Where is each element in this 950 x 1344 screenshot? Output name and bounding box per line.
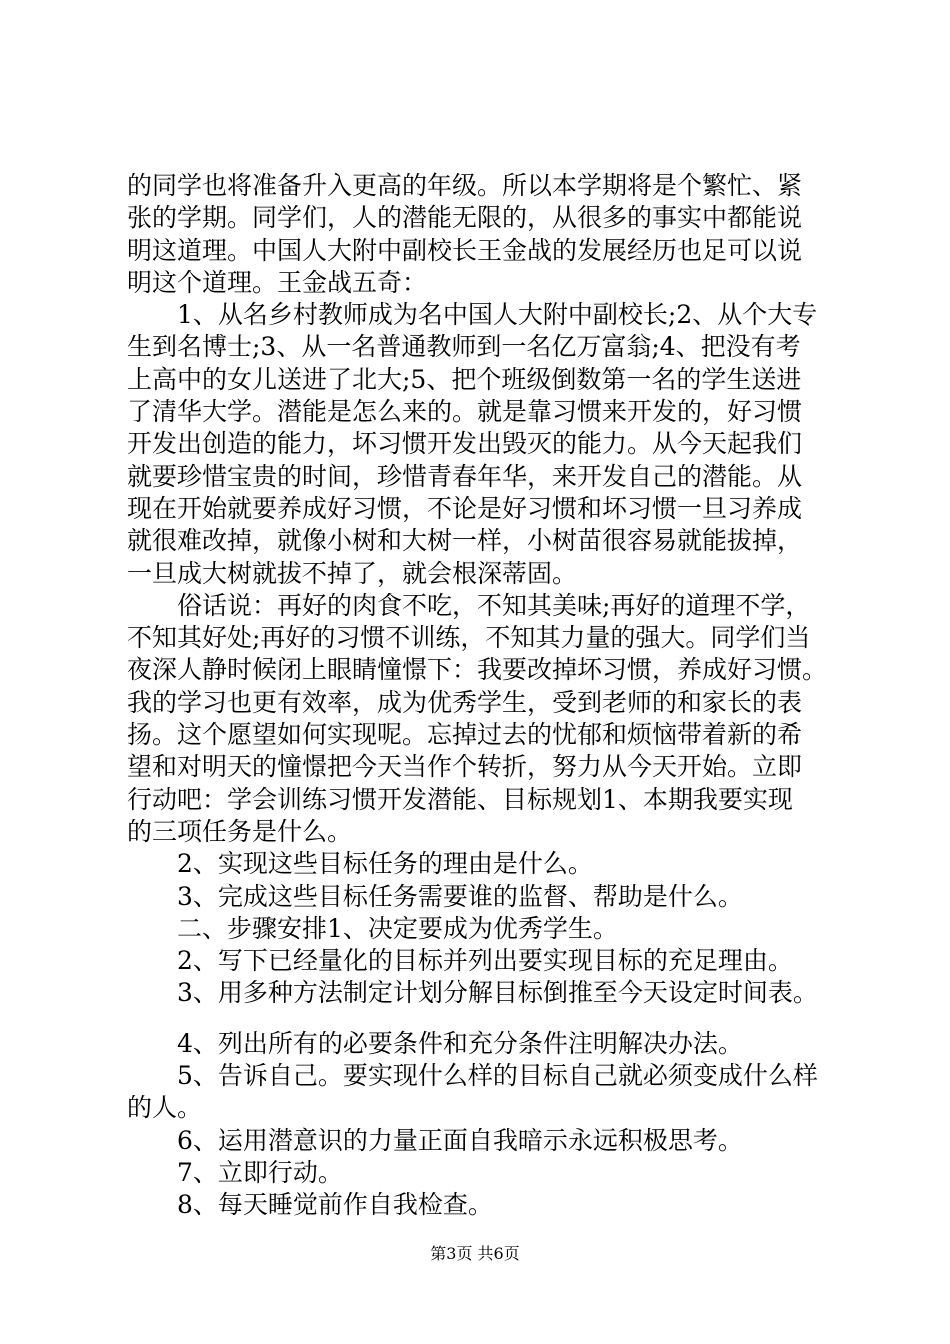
page-footer: 第3页 共6页 xyxy=(430,1244,520,1263)
text-line: 2、实现这些目标任务的理由是什么。 xyxy=(177,849,593,879)
text-line: 就很难改掉，就像小树和大树一样，小树苗很容易就能拔掉， xyxy=(127,526,803,556)
text-line: 8、每天睡觉前作自我检查。 xyxy=(177,1190,493,1220)
text-line: 3、用多种方法制定计划分解目标倒推至今天设定时间表。 xyxy=(177,978,818,1008)
text-line: 明这个道理。王金战五奇： xyxy=(127,267,428,297)
text-line: 我的学习也更有效率，成为优秀学生，受到老师的和家长的表 xyxy=(127,687,803,717)
text-line: 一旦成大树就拔不掉了，就会根深蒂固。 xyxy=(127,558,578,588)
text-line: 俗话说：再好的肉食不吃，不知其美味;再好的道理不学， xyxy=(177,590,811,620)
text-line: 上高中的女儿送进了北大;5、把个班级倒数第一名的学生送进 xyxy=(127,364,802,394)
text-line: 的三项任务是什么。 xyxy=(127,816,353,846)
text-line: 夜深人静时候闭上眼睛憧憬下：我要改掉坏习惯，养成好习惯。 xyxy=(127,655,828,685)
text-line: 生到名博士;3、从一名普通教师到一名亿万富翁;4、把没有考 xyxy=(127,332,801,362)
text-line: 二、步骤安排1、决定要成为优秀学生。 xyxy=(177,913,618,943)
text-line: 了清华大学。潜能是怎么来的。就是靠习惯来开发的，好习惯 xyxy=(127,397,803,427)
text-line: 3、完成这些目标任务需要谁的监督、帮助是什么。 xyxy=(177,881,743,911)
text-line: 望和对明天的憧憬把今天当作个转折，努力从今天开始。立即 xyxy=(127,752,803,782)
text-line: 扬。这个愿望如何实现呢。忘掉过去的忧郁和烦恼带着新的希 xyxy=(127,720,803,750)
text-line: 就要珍惜宝贵的时间，珍惜青春年华，来开发自己的潜能。从 xyxy=(127,461,803,491)
text-line: 明这道理。中国人大附中副校长王金战的发展经历也足可以说 xyxy=(127,235,803,265)
text-line: 张的学期。同学们，人的潜能无限的，从很多的事实中都能说 xyxy=(127,203,803,233)
text-line: 1、从名乡村教师成为名中国人大附中副校长;2、从个大专 xyxy=(177,300,818,330)
text-line: 5、告诉自己。要实现什么样的目标自己就必须变成什么样 xyxy=(177,1061,818,1091)
text-line: 的同学也将准备升入更高的年级。所以本学期将是个繁忙、紧 xyxy=(127,171,803,200)
document-body xyxy=(127,170,827,1222)
text-line: 7、立即行动。 xyxy=(177,1157,343,1187)
text-line: 的人。 xyxy=(127,1093,203,1123)
text-line: 2、写下已经量化的目标并列出要实现目标的充足理由。 xyxy=(177,946,793,976)
text-line: 6、运用潜意识的力量正面自我暗示永远积极思考。 xyxy=(177,1125,743,1155)
text-line: 不知其好处;再好的习惯不训练，不知其力量的强大。同学们当 xyxy=(127,623,811,653)
text-line: 开发出创造的能力，坏习惯开发出毁灭的能力。从今天起我们 xyxy=(127,429,803,459)
text-line: 现在开始就要养成好习惯，不论是好习惯和坏习惯一旦习养成 xyxy=(127,493,803,523)
text-line: 行动吧：学会训练习惯开发潜能、目标规划1、本期我要实现 xyxy=(127,784,793,814)
text-line: 4、列出所有的必要条件和充分条件注明解决办法。 xyxy=(177,1028,743,1058)
paragraph-gap xyxy=(127,1010,827,1028)
